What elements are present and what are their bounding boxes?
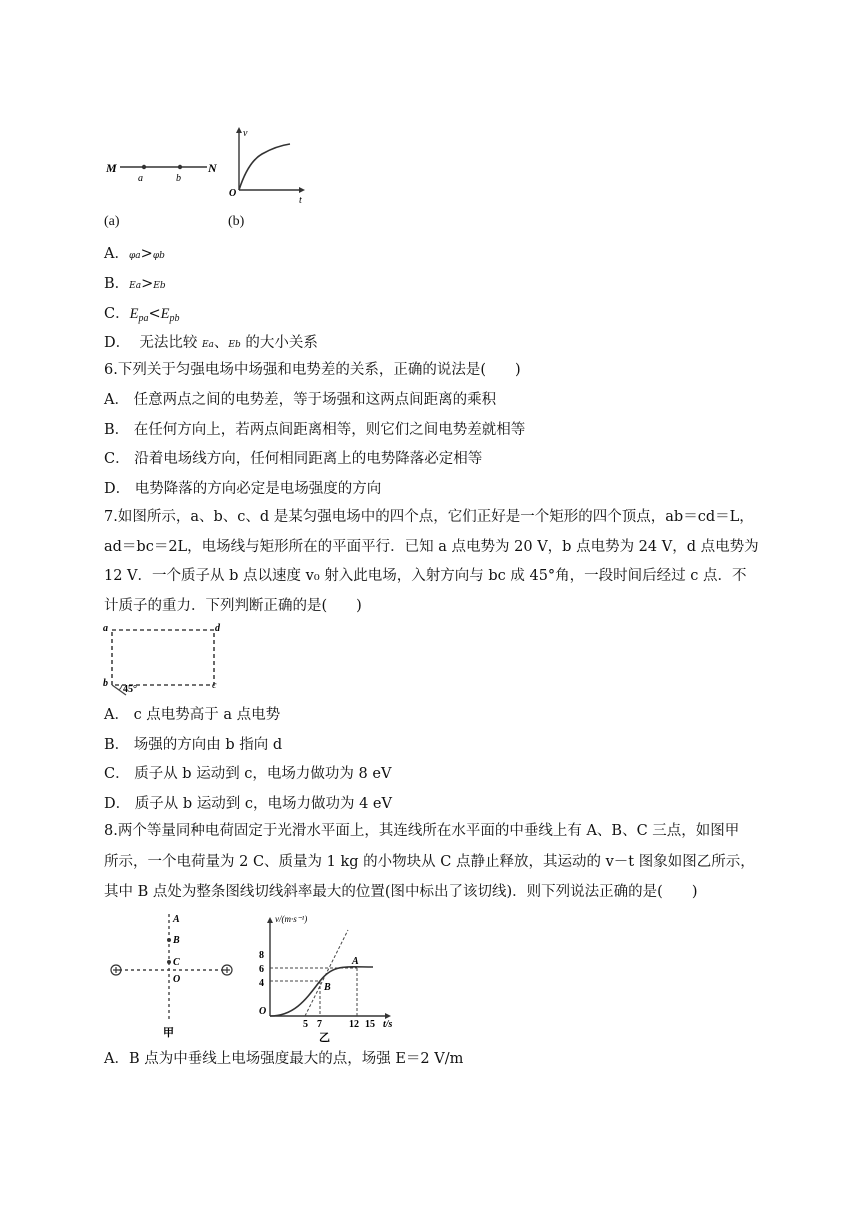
label-b: b — [176, 173, 181, 184]
q8-figure-jia — [104, 910, 244, 1040]
angle-label: 45° — [123, 684, 137, 695]
q8-option-a: A．B 点为中垂线上电场强度最大的点，场强 E＝2 V/m — [104, 1051, 464, 1067]
q6-option-a: A． 任意两点之间的电势差，等于场强和这两点间距离的乘积 — [104, 392, 497, 408]
figure-a-line-diagram — [104, 150, 224, 190]
q5-option-b: B．Ea>Eb — [104, 276, 166, 292]
q7-stem-line-1: 7.如图所示，a、b、c、d 是某匀强电场中的四个点，它们正好是一个矩形的四个顶点，ab＝cd＝L， — [104, 509, 754, 525]
ytick-6: 6 — [259, 964, 264, 975]
xtick-5: 5 — [303, 1019, 308, 1030]
q5-option-d: D． 无法比较 Ea、Eb 的大小关系 — [104, 335, 318, 351]
q5-option-a: A．φa>φb — [104, 246, 165, 262]
vertex-b: b — [103, 678, 108, 689]
curve-point-B: B — [324, 982, 331, 993]
vertex-a: a — [103, 623, 108, 634]
q6-stem: 6.下列关于匀强电场中场强和电势差的关系，正确的说法是( ) — [104, 362, 521, 378]
ylabel: v/(m·s⁻¹) — [275, 914, 308, 924]
q7-stem-line-2: ad＝bc＝2L，电场线与矩形所在的平面平行．已知 a 点电势为 20 V，b 点电势为 24 V，d 点电势为 — [104, 539, 759, 555]
curve-point-A: A — [352, 956, 359, 967]
point-B: B — [173, 935, 180, 946]
q7-option-d: D． 质子从 b 运动到 c，电场力做功为 4 eV — [104, 796, 392, 812]
xtick-12: 12 — [349, 1019, 359, 1030]
q8-stem-line-1: 8.两个等量同种电荷固定于光滑水平面上，其连线所在水平面的中垂线上有 A、B、C 三点，如图甲 — [104, 823, 740, 839]
q7-option-b: B． 场强的方向由 b 指向 d — [104, 737, 283, 753]
q7-rectangle-figure — [102, 620, 232, 696]
caption-b: (b) — [228, 214, 245, 229]
label-O: O — [229, 188, 237, 199]
label-N: N — [208, 161, 217, 175]
label-M: M — [106, 161, 117, 175]
vertex-d: d — [215, 623, 220, 634]
q8-stem-line-3: 其中 B 点处为整条图线切线斜率最大的位置(图中标出了该切线)．则下列说法正确的是( ) — [104, 884, 698, 900]
q5-option-c: C．$E_{pa}<E_{pb}$ — [104, 306, 180, 324]
caption-yi: 乙 — [319, 1032, 330, 1042]
q7-stem-line-4: 计质子的重力．下列判断正确的是( ) — [104, 598, 362, 614]
ytick-8: 8 — [259, 950, 264, 961]
origin-O: O — [259, 1006, 267, 1017]
point-C: C — [173, 957, 180, 968]
xlabel: t/s — [383, 1019, 393, 1030]
vertex-c: c — [212, 680, 217, 691]
xtick-15: 15 — [365, 1019, 375, 1030]
caption-jia: 甲 — [163, 1027, 174, 1039]
q6-option-b: B． 在任何方向上，若两点间距离相等，则它们之间电势差就相等 — [104, 422, 526, 438]
q7-option-c: C． 质子从 b 运动到 c，电场力做功为 8 eV — [104, 766, 392, 782]
label-a: a — [138, 173, 143, 184]
point-O: O — [173, 974, 181, 985]
caption-a: (a) — [104, 214, 120, 229]
xtick-7: 7 — [317, 1019, 322, 1030]
q7-option-a: A． c 点电势高于 a 点电势 — [104, 707, 281, 723]
figure-b-vt-graph — [226, 124, 310, 208]
label-v: v — [243, 128, 248, 139]
point-A: A — [173, 914, 180, 925]
q8-figure-yi — [255, 910, 405, 1042]
q8-stem-line-2: 所示，一个电荷量为 2 C、质量为 1 kg 的小物块从 C 点静止释放，其运动的 v－t 图象如图乙所示， — [104, 854, 755, 870]
ytick-4: 4 — [259, 978, 264, 989]
q7-stem-line-3: 12 V．一个质子从 b 点以速度 v₀ 射入此电场，入射方向与 bc 成 45°角，一段时间后经过 c 点．不 — [104, 568, 747, 584]
label-t: t — [299, 195, 302, 206]
q6-option-d: D． 电势降落的方向必定是电场强度的方向 — [104, 481, 382, 497]
q6-option-c: C． 沿着电场线方向，任何相同距离上的电势降落必定相等 — [104, 451, 483, 467]
